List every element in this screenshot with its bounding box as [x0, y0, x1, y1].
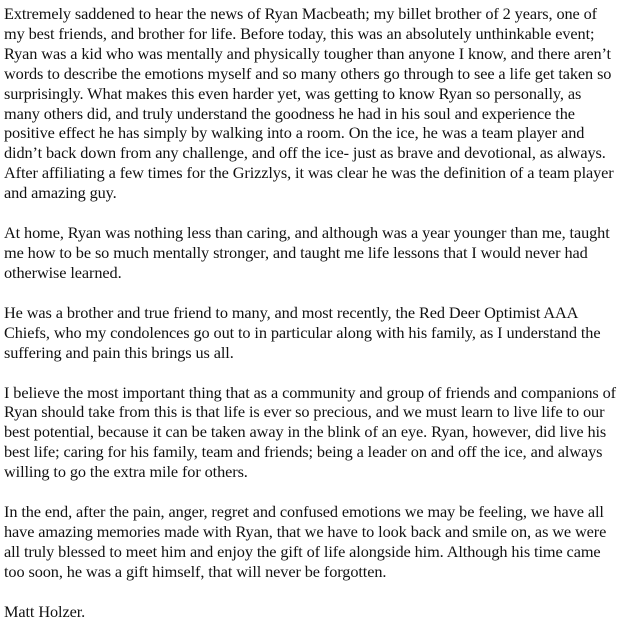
- paragraph-2: At home, Ryan was nothing less than caring, and although was a year younger than me, taught me how to be so much mentally stronger, and taught me life lessons that I would never had otherwise learned.: [4, 223, 610, 282]
- paragraph-3: He was a brother and true friend to many, and most recently, the Red Deer Optimist AAA Chiefs, who my condolences go out to in particular along with his family, as I understand the suffering and pain this brings us all.: [4, 302, 601, 362]
- paragraph-5: In the end, after the pain, anger, regret and confused emotions we may be feeling, we have all have amazing memories made with Ryan, that we have to look back and smile on, as we were all truly blessed to meet him and enjoy the gift of life alongside him. Although his time came too soon, he was a gift himself, that will never be forgotten.: [4, 502, 607, 581]
- paragraph-4: I believe the most important thing that as a community and group of friends and companions of Ryan should take from this is that life is ever so precious, and we must learn to live life to our best potential, because it can be taken away in the blink of an eye. Ryan, however, did live his best life; caring for his family, team and friends; being a leader on and off the ice, and always willing to go the extra mile for others.: [4, 382, 616, 482]
- signature: Matt Holzer.: [4, 601, 86, 621]
- paragraph-1: Extremely saddened to hear the news of Ryan Macbeath; my billet brother of 2 years, one of my best friends, and brother for life. Before today, this was an absolutely unthinkable event; Ryan was a kid who was mentally and physically tougher than anyone I know, and there aren’t words to describe the emotions myself and so many others go through to see a life get taken so surprisingly. What makes this even harder yet, was getting to know Ryan so personally, as many others did, and truly understand the goodness he had in his soul and experience the positive effect he has simply by walking into a room. On the ice, he was a team player and didn’t back down from any challenge, and off the ice- just as brave and devotional, as always. After affiliating a few times for the Grizzlys, it was clear he was the definition of a team player and amazing guy.: [4, 4, 614, 203]
